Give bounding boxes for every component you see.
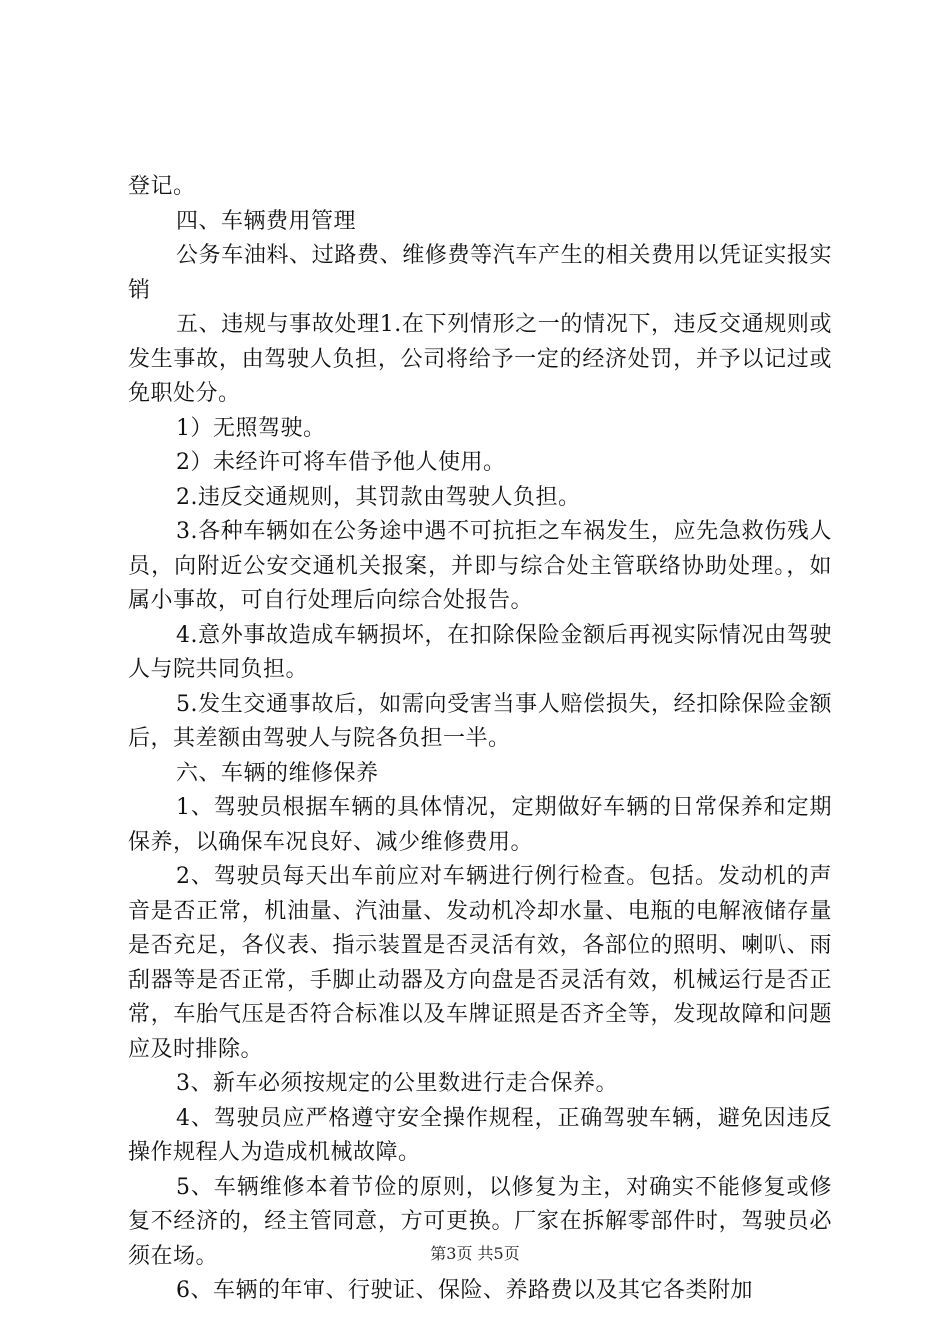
paragraph-3: 公务车油料、过路费、维修费等汽车产生的相关费用以凭证实报实销: [128, 243, 832, 303]
paragraph-9: 4.意外事故造成车辆损坏，在扣除保险金额后再视实际情况由驾驶人与院共同负担。: [128, 622, 832, 682]
page-number-label: 第3页 共5页: [430, 1244, 520, 1263]
section-heading-6: 六、车辆的维修保养: [176, 760, 379, 786]
paragraph-7: 2.违反交通规则，其罚款由驾驶人负担。: [176, 484, 581, 510]
document-body: [128, 170, 832, 1309]
paragraph-6: 2）未经许可将车借予他人使用。: [176, 450, 506, 475]
paragraph-15: 4、驾驶员应严格遵守安全操作规程，正确驾驶车辆，避免因违反操作规程人为造成机械故障。: [128, 1105, 832, 1165]
paragraph-12: 1、驾驶员根据车辆的具体情况，定期做好车辆的日常保养和定期保养，以确保车况良好、减少维修费用。: [128, 795, 832, 855]
paragraph-16: 5、车辆维修本着节俭的原则，以修复为主，对确实不能修复或修复不经济的，经主管同意，方可更换。厂家在拆解零部件时，驾驶员必须在场。: [128, 1174, 832, 1269]
section-heading-5: 五、违规与事故处理1.在下列情形之一的情况下，违反交通规则或发生事故，由驾驶人负担，公司将给予一定的经济处罚，并予以记过或免职处分。: [128, 312, 832, 406]
section-heading-4: 四、车辆费用管理: [176, 208, 357, 234]
paragraph-13: 2、驾驶员每天出车前应对车辆进行例行检查。包括。发动机的声音是否正常，机油量、汽油量、发动机冷却水量、电瓶的电解液储存量是否充足，各仪表、指示装置是否灵活有效，各部位的照明、喇叭、雨刮器等是否正常，手脚止动器及方向盘是否灵活有效，机械运行是否正常，车胎气压是否符合标准以及车牌证照是否齐全等，发现故障和问题应及时排除。: [128, 864, 832, 1062]
paragraph-17: 6、车辆的年审、行驶证、保险、养路费以及其它各类附加: [176, 1278, 753, 1303]
page-footer: [0, 1244, 950, 1264]
paragraph-10: 5.发生交通事故后，如需向受害当事人赔偿损失，经扣除保险金额后，其差额由驾驶人与院各负担一半。: [128, 691, 832, 751]
paragraph-14: 3、新车必须按规定的公里数进行走合保养。: [176, 1071, 618, 1096]
paragraph-5: 1）无照驾驶。: [176, 415, 326, 441]
paragraph-8: 3.各种车辆如在公务途中遇不可抗拒之车祸发生，应先急救伤残人员，向附近公安交通机关报案，并即与综合处主管联络协助处理。，如属小事故，可自行处理后向综合处报告。: [128, 519, 832, 613]
paragraph-1: 登记。: [128, 174, 196, 199]
